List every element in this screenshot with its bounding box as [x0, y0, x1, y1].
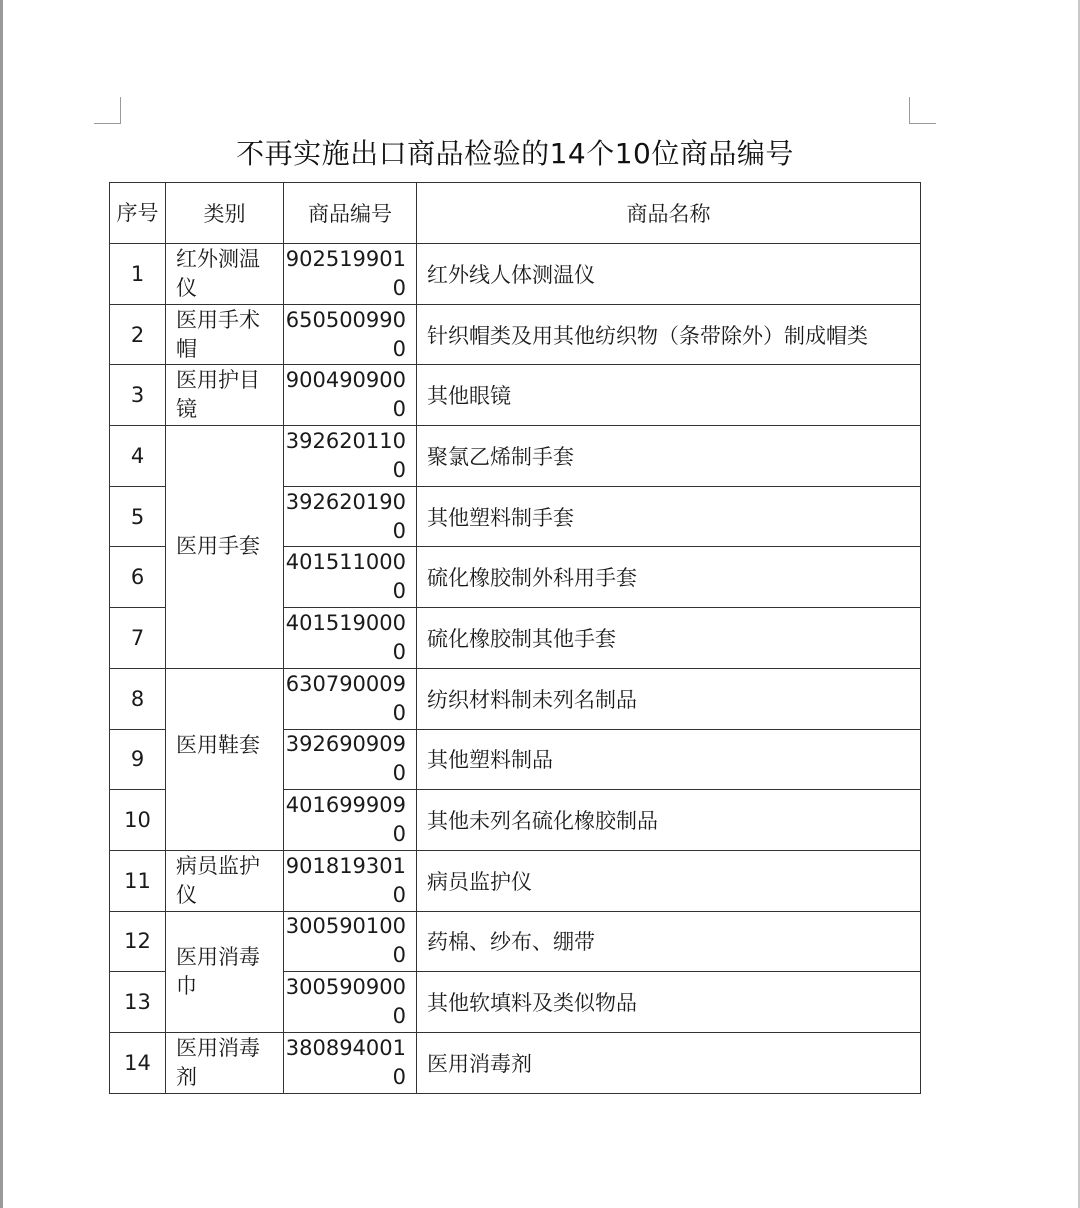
row-code: 4015190000	[284, 608, 417, 669]
row-idx: 14	[110, 1032, 166, 1093]
row-name: 针织帽类及用其他纺织物（条带除外）制成帽类	[417, 304, 921, 365]
row-name: 硫化橡胶制其他手套	[417, 608, 921, 669]
row-category-merged: 医用鞋套	[166, 668, 284, 850]
row-name: 硫化橡胶制外科用手套	[417, 547, 921, 608]
row-name: 聚氯乙烯制手套	[417, 426, 921, 487]
header-category: 类别	[166, 183, 284, 244]
table-row	[110, 668, 921, 729]
goods-table	[109, 182, 921, 1094]
row-code: 3005901000	[284, 911, 417, 972]
row-name: 病员监护仪	[417, 850, 921, 911]
row-idx: 5	[110, 486, 166, 547]
row-code: 9025199010	[284, 244, 417, 305]
table-row	[110, 1032, 921, 1093]
row-name: 其他眼镜	[417, 365, 921, 426]
row-code: 3926201900	[284, 486, 417, 547]
row-idx: 9	[110, 729, 166, 790]
row-idx: 2	[110, 304, 166, 365]
table-row	[110, 304, 921, 365]
crop-mark-top-right	[909, 97, 936, 124]
row-name: 红外线人体测温仪	[417, 244, 921, 305]
row-idx: 11	[110, 850, 166, 911]
row-idx: 8	[110, 668, 166, 729]
row-idx: 3	[110, 365, 166, 426]
row-code: 6505009900	[284, 304, 417, 365]
header-idx: 序号	[110, 183, 166, 244]
row-idx: 7	[110, 608, 166, 669]
row-code: 3005909000	[284, 972, 417, 1033]
row-idx: 1	[110, 244, 166, 305]
header-name: 商品名称	[417, 183, 921, 244]
crop-mark-top-left	[94, 97, 121, 124]
row-name: 纺织材料制未列名制品	[417, 668, 921, 729]
header-code: 商品编号	[284, 183, 417, 244]
row-code: 6307900090	[284, 668, 417, 729]
row-code: 4015110000	[284, 547, 417, 608]
row-name: 医用消毒剂	[417, 1032, 921, 1093]
table-row	[110, 365, 921, 426]
row-name: 其他塑料制手套	[417, 486, 921, 547]
row-category: 医用消毒剂	[166, 1032, 284, 1093]
row-category: 医用护目镜	[166, 365, 284, 426]
document-title: 不再实施出口商品检验的14个10位商品编号	[236, 137, 794, 170]
row-code: 4016999090	[284, 790, 417, 851]
row-category-merged: 医用手套	[166, 426, 284, 669]
table-row	[110, 850, 921, 911]
row-name: 其他软填料及类似物品	[417, 972, 921, 1033]
row-name: 其他塑料制品	[417, 729, 921, 790]
row-code: 3926201100	[284, 426, 417, 487]
row-idx: 12	[110, 911, 166, 972]
table-row	[110, 244, 921, 305]
row-code: 9004909000	[284, 365, 417, 426]
row-category: 医用手术帽	[166, 304, 284, 365]
row-category: 病员监护仪	[166, 850, 284, 911]
table-row	[110, 911, 921, 972]
table-header-row	[110, 183, 921, 244]
row-code: 9018193010	[284, 850, 417, 911]
page-edge-left	[0, 0, 3, 1208]
row-name: 药棉、纱布、绷带	[417, 911, 921, 972]
row-code: 3808940010	[284, 1032, 417, 1093]
row-idx: 6	[110, 547, 166, 608]
row-idx: 4	[110, 426, 166, 487]
row-category: 红外测温仪	[166, 244, 284, 305]
table-row	[110, 426, 921, 487]
row-name: 其他未列名硫化橡胶制品	[417, 790, 921, 851]
row-idx: 13	[110, 972, 166, 1033]
row-category-merged: 医用消毒巾	[166, 911, 284, 1032]
row-code: 3926909090	[284, 729, 417, 790]
row-idx: 10	[110, 790, 166, 851]
